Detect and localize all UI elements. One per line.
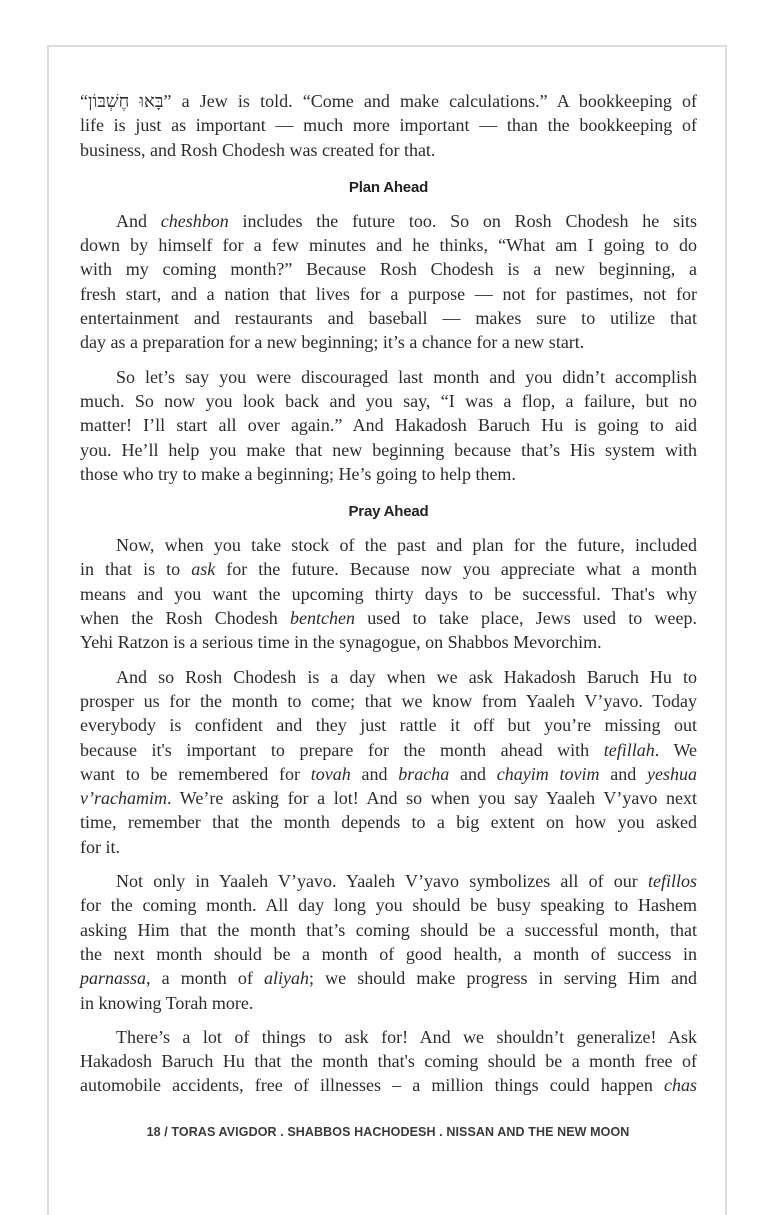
paragraph bbox=[80, 533, 697, 654]
text: prosper us for the month to come; that we know from Yaaleh V’yavo. Today bbox=[80, 690, 697, 711]
text-line bbox=[80, 762, 697, 786]
text-line bbox=[80, 330, 697, 354]
text-line bbox=[80, 582, 697, 606]
text: time, remember that the month depends to a big extent on how you asked bbox=[80, 812, 697, 833]
text: the next month should be a month of good health, a month of success in bbox=[80, 943, 697, 964]
text: entertainment and restaurants and baseball — makes sure to utilize that bbox=[80, 308, 697, 329]
text-line bbox=[80, 282, 697, 306]
text: for it. bbox=[80, 836, 120, 857]
text: and bbox=[350, 763, 399, 784]
text: So let’s say you were discouraged last month and you didn’t accomplish bbox=[116, 366, 697, 387]
running-footer: 18 / TORAS AVIGDOR . SHABBOS HACHODESH . NISSAN AND THE NEW MOON bbox=[146, 1125, 630, 1139]
text: for the future. Because now you appreciate what a month bbox=[215, 559, 697, 580]
text-line bbox=[80, 713, 697, 737]
page-body bbox=[80, 89, 697, 1108]
text-line bbox=[80, 306, 697, 330]
text: automobile accidents, free of illnesses – a million things could happen bbox=[80, 1075, 664, 1096]
text: ” a Jew is told. “Come and make calculations.” A bookkeeping of bbox=[163, 91, 697, 111]
text-line bbox=[80, 257, 697, 281]
text: , a month of bbox=[146, 968, 265, 989]
text-line bbox=[80, 1025, 697, 1049]
text-line bbox=[80, 209, 697, 233]
text: “ bbox=[80, 91, 88, 111]
paragraph bbox=[80, 89, 697, 162]
text: matter! I’ll start all over again.” And Hakadosh Baruch Hu is going to aid bbox=[80, 415, 697, 436]
text-line bbox=[80, 893, 697, 917]
text-line bbox=[80, 389, 697, 413]
text: means and you want the upcoming thirty days to be successful. That's why bbox=[80, 583, 697, 604]
italic-text: bentchen bbox=[290, 608, 355, 629]
italic-text: chayim tovim bbox=[496, 763, 600, 784]
text: Hakadosh Baruch Hu that the month that's coming should be a month free of bbox=[80, 1051, 697, 1072]
text: in that is to bbox=[80, 559, 192, 580]
text: Yehi Ratzon is a serious time in the synagogue, on Shabbos Mevorchim. bbox=[80, 632, 602, 653]
text-line bbox=[80, 738, 697, 762]
text-line bbox=[80, 533, 697, 557]
section-heading: Pray Ahead bbox=[348, 503, 429, 521]
text-line bbox=[80, 89, 697, 113]
text: those who try to make a beginning; He’s going to help them. bbox=[80, 463, 516, 484]
text-line bbox=[80, 1073, 697, 1097]
paragraph bbox=[80, 1025, 697, 1098]
text: . We bbox=[654, 739, 697, 760]
text: Now, when you take stock of the past and plan for the future, included bbox=[116, 535, 697, 556]
text: day as a preparation for a new beginning; it’s a chance for a new start. bbox=[80, 332, 585, 353]
section-heading: Plan Ahead bbox=[348, 178, 429, 196]
text-line bbox=[80, 462, 697, 486]
text: down by himself for a few minutes and he thinks, “What am I going to do bbox=[80, 235, 697, 256]
text: And so Rosh Chodesh is a day when we ask Hakadosh Baruch Hu to bbox=[116, 666, 697, 687]
text: and bbox=[599, 763, 647, 784]
text: ; we should make progress in serving Him and bbox=[309, 968, 697, 989]
text-line bbox=[80, 606, 697, 630]
italic-text: tefillos bbox=[648, 871, 697, 892]
text-line bbox=[80, 689, 697, 713]
text: business, and Rosh Chodesh was created for that. bbox=[80, 139, 436, 160]
text-line bbox=[80, 630, 697, 654]
italic-text: parnassa bbox=[80, 968, 147, 989]
paragraph bbox=[80, 869, 697, 1015]
text: fresh start, and a nation that lives for a purpose — not for pastimes, not for bbox=[80, 283, 697, 304]
text-line bbox=[80, 918, 697, 942]
italic-text: tovah bbox=[310, 763, 351, 784]
paragraph bbox=[80, 209, 697, 355]
text-line bbox=[80, 966, 697, 990]
paragraph bbox=[80, 665, 697, 859]
text-line bbox=[80, 365, 697, 389]
text: you. He’ll help you make that new beginning because that’s His system with bbox=[80, 439, 697, 460]
text-line bbox=[80, 991, 697, 1015]
text: asking Him that the month that’s coming should be a successful month, that bbox=[80, 919, 697, 940]
text-line bbox=[80, 138, 697, 162]
italic-text: cheshbon bbox=[160, 210, 229, 231]
text: There’s a lot of things to ask for! And we shouldn’t generalize! Ask bbox=[116, 1026, 697, 1047]
italic-text: aliyah bbox=[264, 968, 310, 989]
text-line bbox=[80, 810, 697, 834]
italic-text: tefillah bbox=[603, 739, 655, 760]
text: want to be remembered for bbox=[80, 763, 311, 784]
text-line bbox=[80, 786, 697, 810]
text: everybody is confident and they just rattle it off but you’re missing out bbox=[80, 715, 697, 736]
text: for the coming month. All day long you should be busy speaking to Hashem bbox=[80, 895, 697, 916]
text: when the Rosh Chodesh bbox=[80, 608, 291, 629]
text: with my coming month?” Because Rosh Chodesh is a new beginning, a bbox=[80, 259, 697, 280]
text: used to take place, Jews used to weep. bbox=[355, 608, 697, 629]
italic-text: bracha bbox=[398, 763, 450, 784]
italic-text: yeshua bbox=[647, 763, 697, 784]
text-line bbox=[80, 869, 697, 893]
text: much. So now you look back and you say, “I was a flop, a failure, but no bbox=[80, 390, 697, 411]
italic-text: chas bbox=[664, 1075, 697, 1096]
italic-text: ask bbox=[191, 559, 216, 580]
text: because it's important to prepare for the month ahead with bbox=[80, 739, 604, 760]
text: Not only in Yaaleh V’yavo. Yaaleh V’yavo symbolizes all of our bbox=[116, 871, 648, 892]
text-line bbox=[80, 665, 697, 689]
text-line bbox=[80, 413, 697, 437]
text: And bbox=[116, 210, 161, 231]
text: in knowing Torah more. bbox=[80, 992, 254, 1013]
text-line bbox=[80, 113, 697, 137]
text: and bbox=[449, 763, 497, 784]
text: בָּאוּ חֶשְׁבּוֹן bbox=[88, 91, 164, 111]
text-line bbox=[80, 233, 697, 257]
text-line bbox=[80, 835, 697, 859]
text-line bbox=[80, 942, 697, 966]
italic-text: v’rachamim bbox=[80, 788, 167, 809]
text: life is just as important — much more important — than the bookkeeping of bbox=[80, 115, 697, 136]
text: . We’re asking for a lot! And so when you say Yaaleh V’yavo next bbox=[166, 788, 697, 809]
text-line bbox=[80, 438, 697, 462]
text-line bbox=[80, 1049, 697, 1073]
text: includes the future too. So on Rosh Chodesh he sits bbox=[228, 210, 697, 231]
text-line bbox=[80, 557, 697, 581]
paragraph bbox=[80, 365, 697, 486]
